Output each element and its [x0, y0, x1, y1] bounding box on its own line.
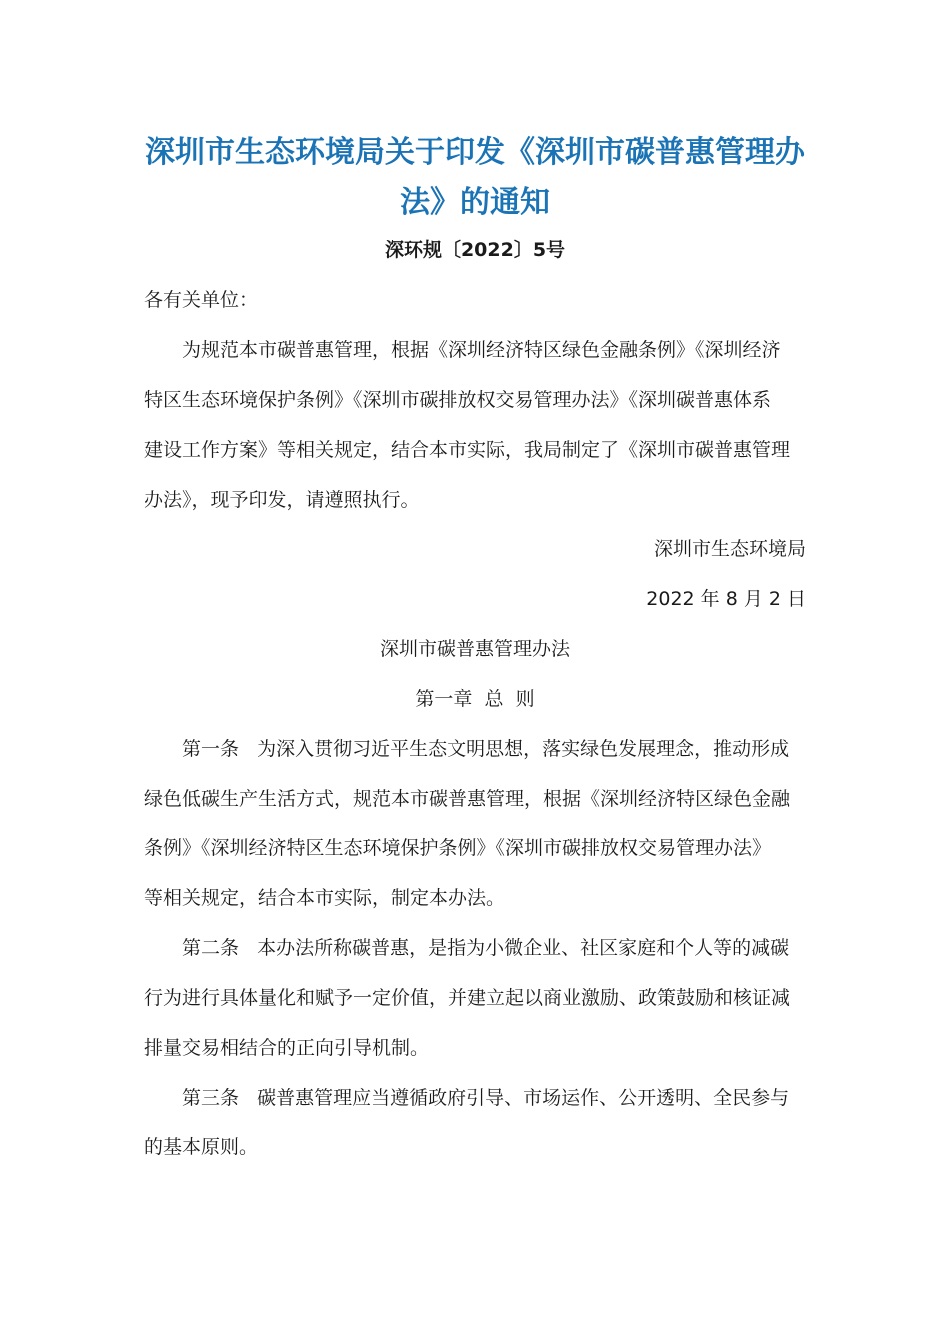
article-1-line: 等相关规定，结合本市实际，制定本办法。 — [144, 887, 506, 909]
intro-line: 办法》，现予印发，请遵照执行。 — [144, 489, 420, 511]
article-1-line: 绿色低碳生产生活方式，规范本市碳普惠管理，根据《深圳经济特区绿色金融 — [144, 788, 791, 810]
article-3-line: 的基本原则。 — [144, 1136, 259, 1158]
issuer-signature: 深圳市生态环境局 — [653, 538, 806, 560]
salutation: 各有关单位： — [144, 289, 259, 311]
document-number: 深环规〔2022〕5号 — [384, 239, 566, 261]
article-2-line: 排量交易相结合的正向引导机制。 — [144, 1037, 430, 1059]
document-title-line-1: 深圳市生态环境局关于印发《深圳市碳普惠管理办 — [145, 135, 805, 170]
issue-date: 2022 年 8 月 2 日 — [646, 588, 806, 610]
article-2-line: 第二条 本办法所称碳普惠，是指为小微企业、社区家庭和个人等的减碳 — [182, 937, 790, 959]
article-1-line: 条例》《深圳经济特区生态环境保护条例》《深圳市碳排放权交易管理办法》 — [144, 837, 772, 859]
intro-line: 为规范本市碳普惠管理，根据《深圳经济特区绿色金融条例》《深圳经济 — [182, 339, 781, 361]
chapter-title: 第一章 总 则 — [415, 688, 535, 710]
document-title-line-2: 法》的通知 — [400, 185, 550, 220]
regulation-title: 深圳市碳普惠管理办法 — [379, 638, 570, 660]
article-3-line: 第三条 碳普惠管理应当遵循政府引导、市场运作、公开透明、全民参与 — [182, 1087, 790, 1109]
intro-line: 特区生态环境保护条例》《深圳市碳排放权交易管理办法》《深圳碳普惠体系 — [144, 389, 772, 411]
article-2-line: 行为进行具体量化和赋予一定价值，并建立起以商业激励、政策鼓励和核证减 — [144, 987, 791, 1009]
article-1-line: 第一条 为深入贯彻习近平生态文明思想，落实绿色发展理念，推动形成 — [182, 738, 790, 760]
intro-line: 建设工作方案》等相关规定，结合本市实际，我局制定了《深圳市碳普惠管理 — [144, 439, 791, 461]
